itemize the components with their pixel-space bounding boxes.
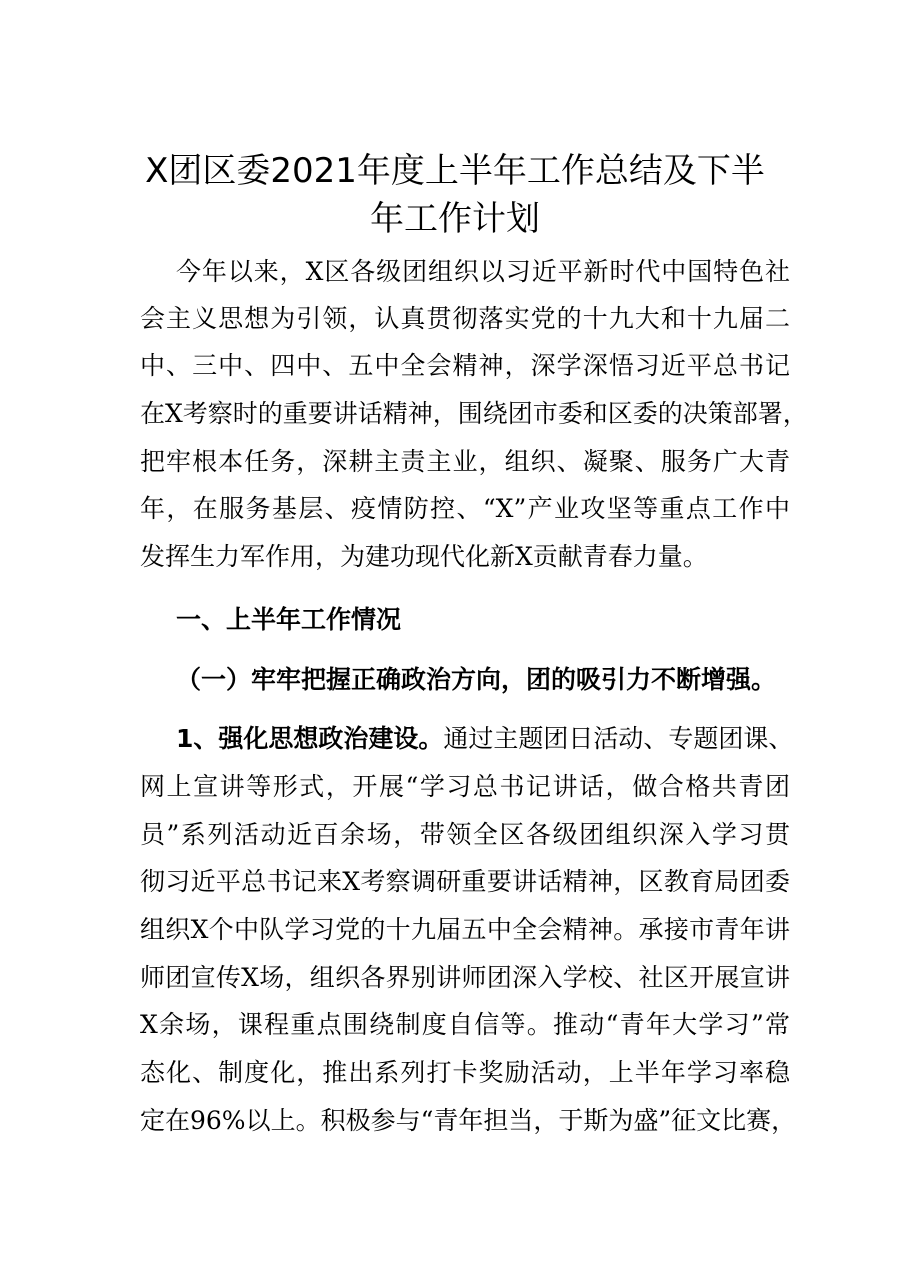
intro-paragraph-line: 今年以来，X区各级团组织以习近平新时代中国特色社 bbox=[176, 257, 790, 286]
intro-paragraph-line: 会主义思想为引领，认真贯彻落实党的十九大和十九届二 bbox=[140, 304, 790, 333]
body-paragraph-line: 师团宣传X场，组织各界别讲师团深入学校、社区开展宣讲 bbox=[140, 963, 790, 992]
section-heading-1: 一、上半年工作情况 bbox=[176, 605, 402, 634]
body-paragraph-line: 组织X个中队学习党的十九届五中全会精神。承接市青年讲 bbox=[140, 915, 790, 944]
item-1-heading: 1、强化思想政治建设。 bbox=[176, 724, 444, 753]
body-paragraph-line: 彻习近平总书记来X考察调研重要讲话精神，区教育局团委 bbox=[140, 867, 790, 896]
document-title-line-2: 年工作计划 bbox=[370, 199, 540, 239]
intro-paragraph-line: 年，在服务基层、疫情防控、“X”产业攻坚等重点工作中 bbox=[140, 494, 790, 523]
body-paragraph-line: X余场，课程重点围绕制度自信等。推动“青年大学习”常 bbox=[140, 1010, 790, 1039]
body-paragraph-line: 员”系列活动近百余场，带领全区各级团组织深入学习贯 bbox=[140, 820, 790, 849]
item-1-text: 通过主题团日活动、专题团课、 bbox=[443, 724, 794, 753]
intro-paragraph-line: 在X考察时的重要讲话精神，围绕团市委和区委的决策部署， bbox=[140, 399, 808, 428]
item-1-first-line bbox=[176, 722, 794, 756]
body-paragraph-line: 态化、制度化，推出系列打卡奖励活动，上半年学习率稳 bbox=[140, 1058, 790, 1087]
section-heading-2: （一）牢牢把握正确政治方向，团的吸引力不断增强。 bbox=[176, 665, 777, 694]
body-paragraph-line: 定在96%以上。积极参与“青年担当，于斯为盛”征文比赛， bbox=[140, 1106, 797, 1135]
intro-paragraph-line: 中、三中、四中、五中全会精神，深学深悟习近平总书记 bbox=[140, 351, 790, 380]
document-title-line-1: X团区委2021年度上半年工作总结及下半 bbox=[145, 151, 765, 191]
intro-paragraph-line: 发挥生力军作用，为建功现代化新X贡献青春力量。 bbox=[140, 542, 708, 571]
body-paragraph-line: 网上宣讲等形式，开展“学习总书记讲话，做合格共青团 bbox=[140, 772, 790, 801]
intro-paragraph-line: 把牢根本任务，深耕主责主业，组织、凝聚、服务广大青 bbox=[140, 447, 790, 476]
